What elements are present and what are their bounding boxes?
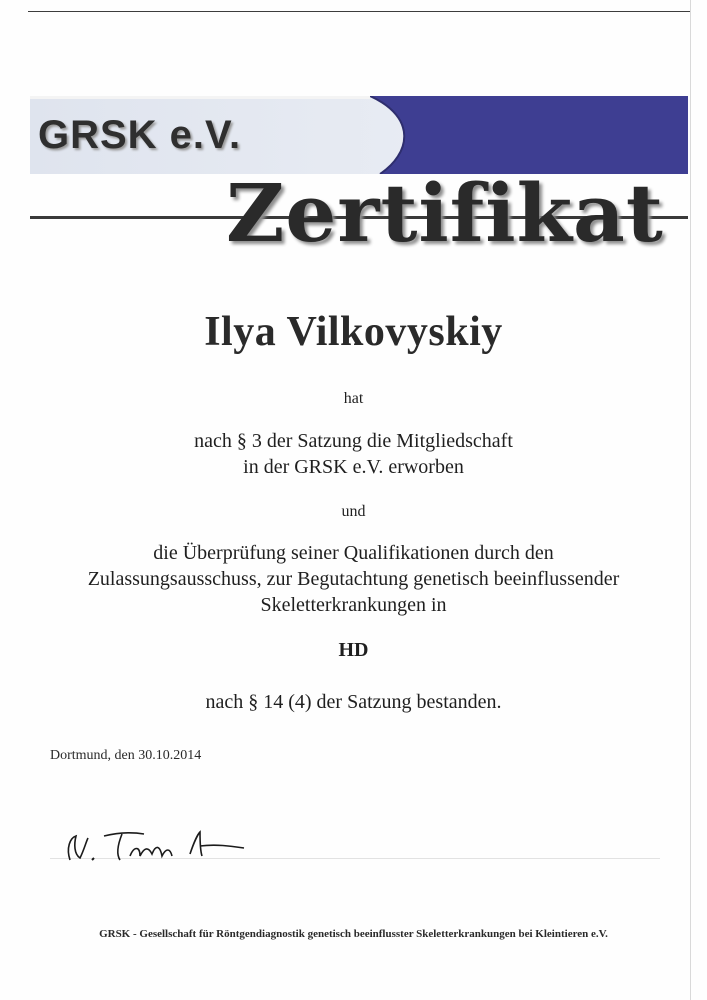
grsk-logo: GRSK e.V. [38,113,242,157]
text-hat: hat [343,390,364,407]
signature-graphic [60,820,260,870]
signature [60,820,260,875]
qualification-line-2: Zulassungsausschuss, zur Begutachtung genetisch beeinflussender [87,568,620,590]
footer-organization: GRSK - Gesellschaft für Röntgendiagnostik genetisch beeinflusster Skeletterkrankungen bei Kleintieren e.V. [99,928,608,940]
membership-line-2: in der GRSK e.V. erworben [243,456,464,478]
qualification-line-3: Skeletterkrankungen in [260,594,447,616]
page-edge [690,0,691,1000]
recipient-name: Ilya Vilkovyskiy [204,309,503,355]
place-date: Dortmund, den 30.10.2014 [50,748,202,763]
top-border-rule [28,11,690,12]
qualification-hd: HD [338,639,369,661]
text-und: und [341,503,366,520]
passed-line: nach § 14 (4) der Satzung bestanden. [205,691,502,713]
membership-line-1: nach § 3 der Satzung die Mitgliedschaft [194,430,513,452]
qualification-line-1: die Überprüfung seiner Qualifikationen durch den [153,542,554,564]
certificate-title: Zertifikat [226,166,664,260]
